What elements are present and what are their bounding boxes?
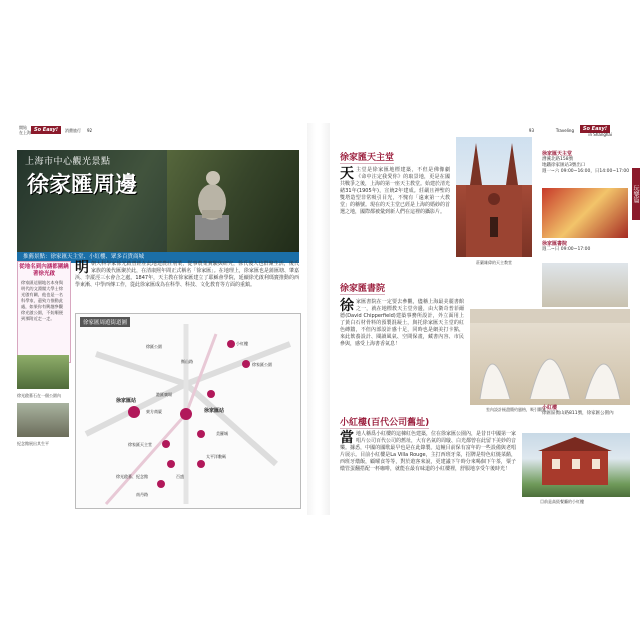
memorial-photo — [17, 403, 69, 437]
chapter-tab: 玩樂篇 — [632, 168, 640, 220]
drop-cap: 天 — [340, 166, 354, 182]
redhouse-text — [340, 431, 516, 473]
map-label: 小紅樓 — [236, 341, 248, 346]
info-hours: 週二~日 09:00~17:00 — [542, 247, 591, 252]
map-label: 徐光啟墓、紀念館 — [116, 474, 148, 479]
info-address: 漕溪北路158號 — [542, 157, 574, 162]
church-caption: 莊嚴雄偉的天主教堂 — [476, 260, 512, 265]
redhouse-caption: 目前是高級餐廳的小紅樓 — [540, 499, 584, 504]
sidebar-title: 從地名到內涵都圍繞著徐光啟 — [19, 264, 69, 277]
info-transit: 地鐵徐家匯站3號出口 — [542, 163, 586, 168]
header-line1: 開始 — [19, 125, 27, 130]
map-label: 太平洋數碼 — [206, 454, 226, 459]
header-title: Traveling — [555, 128, 574, 133]
map-graphic — [76, 314, 300, 508]
map-label: 徐匯公園 — [146, 344, 162, 349]
redhouse-body: 地人稱爲小紅樓的這棟紅色建築，位在徐家匯公園內，是昔日中國第一家唱片公司百代公司的舊址，大有名氣的周璇、白光都曾在此留下美妙的音樂。據悉，中國的國歌最早也是在此錄製。這幢目前保有富年的一些設備與老唱片展示。目前小紅樓是La Villa Rouge，主打西班牙菜，招牌是特色紅燒菜餚，西班牙燉飯，顧曜食等等，對於遊客來說，更建議下午時分來喝個下午茶，粟子燉管蛋翻搭配一杯咖啡，就能在最有味道的小紅樓裡，舒服地享受午後時光！ — [340, 431, 517, 472]
sidebar-note — [17, 261, 71, 363]
library-info — [542, 241, 630, 253]
hero-subtitle: 上海市中心觀光景點 — [25, 157, 111, 167]
area-map — [75, 313, 301, 509]
drop-cap: 明 — [75, 260, 89, 276]
info-name: 小紅樓 — [542, 405, 558, 411]
map-title: 徐家匯周遊街道圖 — [80, 317, 130, 327]
map-label: 徐家匯站 — [204, 408, 225, 414]
map-label: 南丹路 — [136, 492, 148, 497]
church-info — [542, 151, 630, 175]
map-label: 徐家匯站 — [116, 398, 137, 404]
redhouse-info — [542, 405, 630, 417]
altar-photo — [542, 188, 628, 238]
left-page — [17, 123, 307, 515]
page-number: 93 — [528, 128, 534, 133]
left-page-header — [17, 123, 157, 137]
church-photo — [456, 137, 532, 257]
church-text — [340, 167, 450, 216]
header-section: 消費旅行 — [65, 128, 81, 133]
drop-cap: 徐 — [340, 298, 354, 314]
map-label: 徐家匯公園 — [252, 362, 272, 367]
map-label: 美羅城 — [216, 431, 228, 436]
right-page — [330, 123, 632, 515]
info-name: 徐家匯書院 — [542, 241, 568, 247]
hero-title: 徐家匯周邊 — [27, 173, 138, 198]
map-label: 百盛 — [176, 474, 184, 479]
header-sub: in Shanghai — [588, 132, 612, 137]
church-body: 主堂是徐家匯地標建築，不但是佛像劇《命中注定我愛你》的取景地，更是在國共戰爭之後，上海的第一座天主教堂。始建於清光緒31年(1905年)，宣統2年建成。莊嚴且神聖的雙塔造型非常吸引目光，不愧有「遠東第一大教堂」的稱號。現在的天主堂已經是上海的婚紗的首選之地，國際都被彙到新人們在這裡的攝影片。 — [340, 167, 451, 215]
redhouse-photo — [522, 433, 630, 497]
brand-badge: So Easy! — [31, 126, 61, 134]
map-label: 港匯廣場 — [156, 392, 172, 397]
book-gutter — [307, 123, 330, 515]
hero-banner — [17, 150, 299, 263]
library-caption: 室內設計極盡簡約風格，吸引觀賞 — [486, 407, 546, 412]
intro-paragraph — [75, 261, 299, 289]
library-body: 家匯書院在一定要去參觀，儘稱上海最美麗書館之一，就在地標教天主堂旁邊，由大衛奇普菲爾德(David Chipperfield)建築事務所設計，外立面用上了黃白石材骨料的預製混凝土，與托徐家匯天主堂的紅色磚牆，不但內部設計感十足，同時也是網美打卡點，來此飲養設計、閱讀風氣、空間保畫，藏書內容、市民參與，感受上海書香氣息！ — [340, 299, 464, 347]
header-line2: 在上海 — [19, 130, 31, 135]
map-label: 衡山路 — [181, 359, 193, 364]
right-page-header — [482, 123, 632, 137]
page-number: 92 — [87, 128, 93, 133]
drop-cap: 當 — [340, 430, 354, 446]
library-interior-photo — [470, 309, 630, 405]
map-label: 徐家匯天主堂 — [128, 442, 152, 447]
info-address: 徐匯區衡山路811號，徐家匯公園內 — [542, 411, 614, 416]
info-hours: 週一~六 09:00~16:00，日14:00~17:00 — [542, 169, 630, 174]
section-title-church: 徐家匯天主堂 — [340, 150, 394, 164]
memorial-caption: 紀念館展出其生平 — [17, 441, 49, 446]
sidebar-body: 徐家匯這個地名本身與明代的文淵閣大學士徐光啟有關，他也是一名科學家，還致力推動此處，如果你有興趣參觀徐光啟公園，不妨順便到那附近走一走。 — [21, 280, 63, 321]
brand-badge: So Easy! — [580, 125, 610, 133]
tomb-photo — [17, 355, 69, 389]
intro-text: 朝大科學家徐光啟曾經在此地建農莊別業，從事農業實驗與研究，徐氏後人也群聚生活，後氏家族的後代匯聚於此，在清康熙年間正式稱名「徐家匯」。在地理上，徐家匯也是蒲匯塘、肇嘉浜、李漎涇三水會合之處。1847年，天主教在徐家匯建立了耶穌會學院，延續徐光啟利瑪竇推動的西學東漸、中學西傳工作，從此徐家匯成為在科學、科技、文化教育等方面的重鎮。 — [75, 261, 299, 288]
library-exterior-photo — [542, 263, 628, 307]
tomb-caption: 徐光啟墓石在一個公園內 — [17, 393, 61, 398]
recommend-bar: 推薦景點：徐家匯天主堂、小紅樓、眾多百貨商城 — [17, 252, 299, 263]
info-name: 徐家匯天主堂 — [542, 151, 573, 157]
statue-image — [187, 160, 237, 240]
section-title-library: 徐家匯書院 — [340, 281, 385, 295]
section-title-redhouse: 小紅樓(百代公司舊址) — [340, 415, 429, 429]
library-text — [340, 299, 464, 348]
map-label: 東方商廈 — [146, 409, 162, 414]
